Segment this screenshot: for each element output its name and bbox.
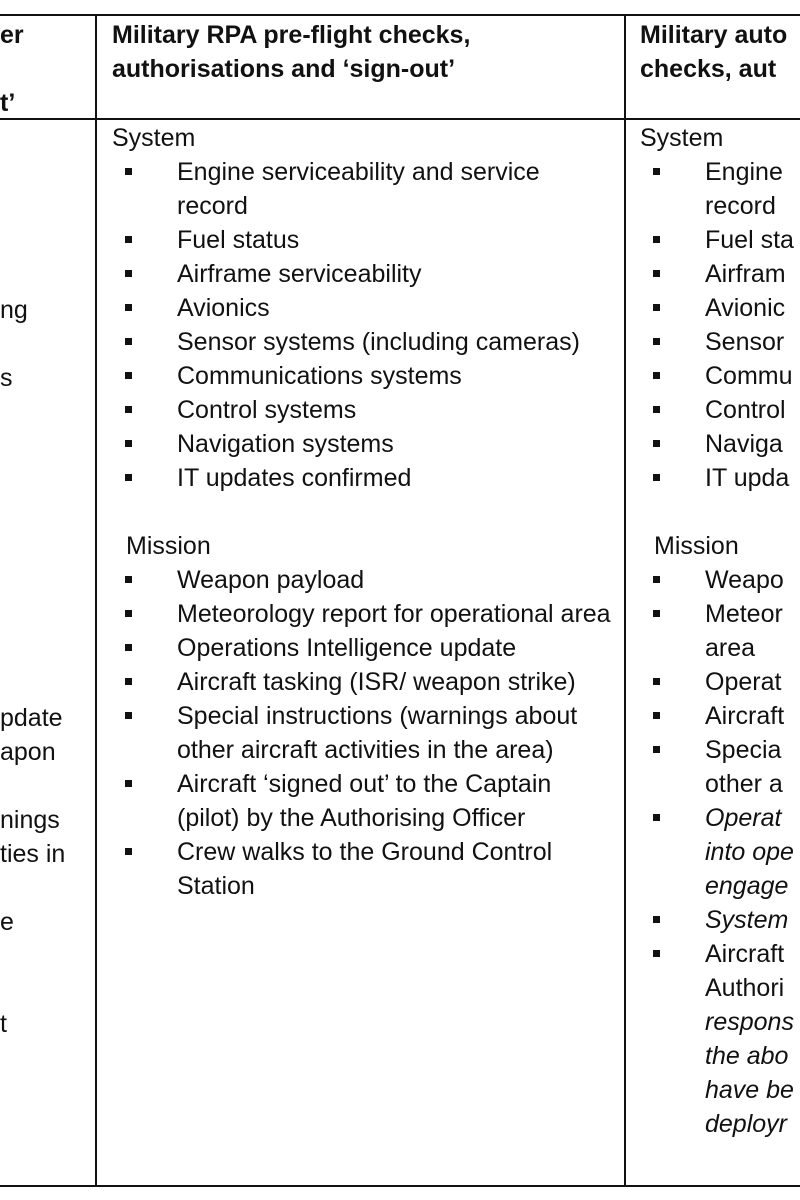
system-heading: System bbox=[112, 124, 196, 152]
column-divider-right bbox=[624, 14, 626, 1186]
left-column-body bbox=[0, 123, 95, 1041]
list-item: Airframe serviceability bbox=[112, 257, 617, 291]
list-item-continuation: Authori bbox=[705, 974, 785, 1002]
list-item: Specia bbox=[640, 733, 800, 767]
list-item: Avionic bbox=[640, 291, 800, 325]
list-item-continuation: record bbox=[705, 192, 776, 220]
list-item-continuation: other a bbox=[705, 770, 783, 798]
list-item-continuation: engage bbox=[705, 872, 789, 900]
left-body-line: ng bbox=[0, 296, 28, 324]
list-item: Sensor bbox=[640, 325, 800, 359]
list-item-continuation: area bbox=[705, 634, 756, 662]
list-item: Communications systems bbox=[112, 359, 617, 393]
left-body-line bbox=[0, 565, 95, 599]
left-body-line bbox=[0, 599, 95, 633]
left-body-line bbox=[0, 463, 95, 497]
list-item: Meteorology report for operational area bbox=[112, 597, 617, 631]
left-body-line: e bbox=[0, 908, 14, 936]
list-item: Crew walks to the Ground Control Station bbox=[112, 835, 617, 903]
left-body-line: s bbox=[0, 364, 13, 392]
list-item: Special instructions (warnings about other aircraft activities in the area) bbox=[112, 699, 617, 767]
middle-header-line: authorisations and ‘sign-out’ bbox=[112, 55, 456, 83]
left-header-line bbox=[0, 52, 95, 86]
list-item: IT updates confirmed bbox=[112, 461, 617, 495]
list-item: Aircraft bbox=[640, 699, 800, 733]
list-item: Weapo bbox=[640, 563, 800, 597]
left-body-line bbox=[0, 871, 95, 905]
left-body-line bbox=[0, 191, 95, 225]
middle-column-body bbox=[112, 121, 617, 903]
left-body-line: pdate bbox=[0, 704, 63, 732]
left-header-line: t’ bbox=[0, 89, 16, 117]
system-checklist bbox=[112, 155, 617, 495]
left-body-line bbox=[0, 123, 95, 157]
right-mission-heading: Mission bbox=[654, 532, 739, 560]
mission-checklist bbox=[112, 563, 617, 903]
left-body-line bbox=[0, 259, 95, 293]
list-item: Aircraft bbox=[640, 937, 800, 971]
right-mission-checklist bbox=[640, 563, 800, 1141]
right-system-heading: System bbox=[640, 124, 724, 152]
left-body-line bbox=[0, 769, 95, 803]
list-item: IT upda bbox=[640, 461, 800, 495]
left-body-line bbox=[0, 157, 95, 191]
left-body-line bbox=[0, 497, 95, 531]
right-column-header bbox=[640, 18, 800, 86]
header-row-border bbox=[0, 118, 800, 120]
list-item: Aircraft ‘signed out’ to the Captain (pilot) by the Authorising Officer bbox=[112, 767, 617, 835]
list-item: Airfram bbox=[640, 257, 800, 291]
list-item: Sensor systems (including cameras) bbox=[112, 325, 617, 359]
table-bottom-border bbox=[0, 1185, 800, 1187]
mission-heading: Mission bbox=[126, 532, 211, 560]
left-body-line bbox=[0, 939, 95, 973]
left-body-line: nings bbox=[0, 806, 60, 834]
list-item: Weapon payload bbox=[112, 563, 617, 597]
right-column-body bbox=[640, 121, 800, 1141]
left-body-line bbox=[0, 633, 95, 667]
list-item: Engine bbox=[640, 155, 800, 189]
list-item: Fuel status bbox=[112, 223, 617, 257]
middle-header-line: Military RPA pre-flight checks, bbox=[112, 21, 471, 49]
list-item: System bbox=[640, 903, 800, 937]
table-top-border bbox=[0, 14, 800, 16]
left-body-line: ties in bbox=[0, 840, 66, 868]
left-body-line bbox=[0, 531, 95, 565]
left-body-line bbox=[0, 429, 95, 463]
list-item: Operat bbox=[640, 665, 800, 699]
list-item-continuation: the abo bbox=[705, 1042, 789, 1070]
left-body-line bbox=[0, 667, 95, 701]
spacer bbox=[112, 495, 617, 529]
list-item: Operat bbox=[640, 801, 800, 835]
left-column-header bbox=[0, 18, 95, 120]
list-item: Avionics bbox=[112, 291, 617, 325]
list-item-continuation: have be bbox=[705, 1076, 794, 1104]
middle-column-header bbox=[112, 18, 617, 86]
left-body-line bbox=[0, 327, 95, 361]
column-divider-left bbox=[95, 14, 97, 1186]
list-item: Naviga bbox=[640, 427, 800, 461]
left-body-line: t bbox=[0, 1010, 7, 1038]
right-system-checklist bbox=[640, 155, 800, 495]
right-header-line: checks, aut bbox=[640, 55, 777, 83]
list-item: Meteor bbox=[640, 597, 800, 631]
list-item: Navigation systems bbox=[112, 427, 617, 461]
right-header-line: Military auto bbox=[640, 21, 788, 49]
left-body-line: apon bbox=[0, 738, 56, 766]
list-item: Fuel sta bbox=[640, 223, 800, 257]
list-item: Engine serviceability and service record bbox=[112, 155, 617, 223]
left-header-line: er bbox=[0, 21, 24, 49]
list-item: Commu bbox=[640, 359, 800, 393]
list-item-continuation: deployr bbox=[705, 1110, 787, 1138]
list-item: Aircraft tasking (ISR/ weapon strike) bbox=[112, 665, 617, 699]
list-item: Operations Intelligence update bbox=[112, 631, 617, 665]
spacer bbox=[640, 495, 800, 529]
left-body-line bbox=[0, 395, 95, 429]
list-item: Control bbox=[640, 393, 800, 427]
list-item-continuation: into ope bbox=[705, 838, 794, 866]
left-body-line bbox=[0, 973, 95, 1007]
list-item: Control systems bbox=[112, 393, 617, 427]
left-body-line bbox=[0, 225, 95, 259]
list-item-continuation: respons bbox=[705, 1008, 794, 1036]
